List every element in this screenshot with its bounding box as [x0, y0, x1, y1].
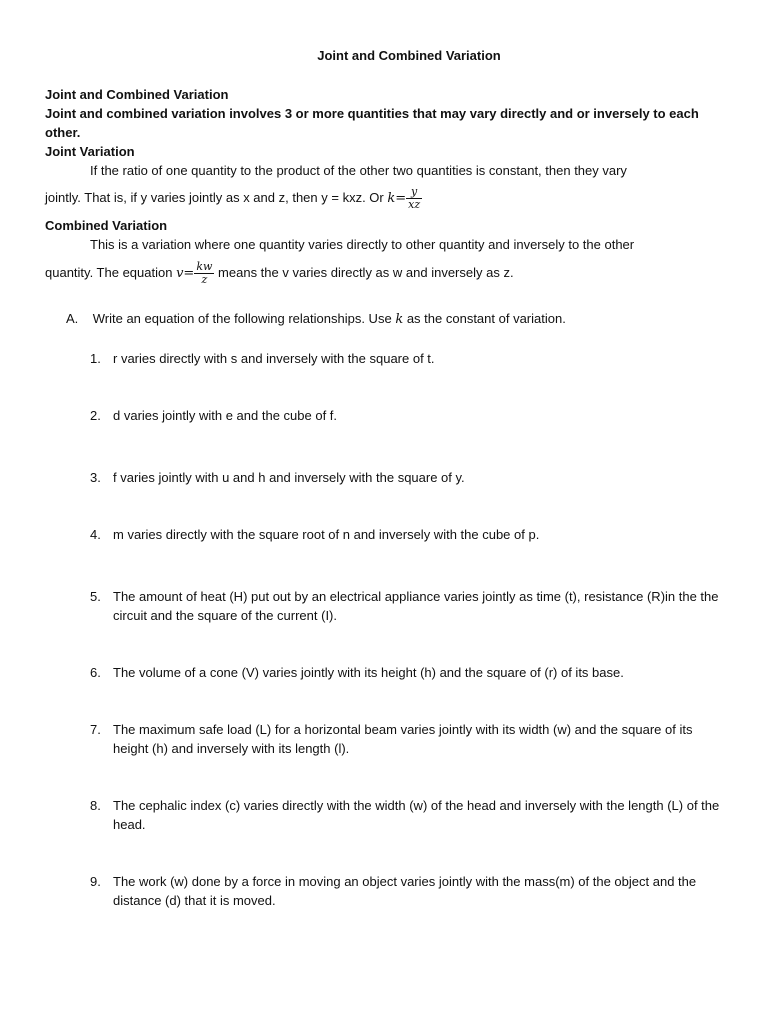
joint-variation-heading: Joint Variation: [45, 144, 135, 159]
intro-line-1: Joint and combined variation involves 3 or more quantities that may vary directly and or inversely to each: [45, 106, 699, 121]
section-a-instruction: [66, 311, 566, 327]
item-text: The volume of a cone (V) varies jointly with its height (h) and the square of (r) of its base.: [113, 665, 624, 680]
joint-fraction-denominator: xz: [408, 198, 421, 211]
section-a-text: Write an equation of the following relationships. Use: [92, 311, 392, 326]
joint-line-2-text: jointly. That is, if y varies jointly as x and z, then y = kxz. Or: [45, 189, 384, 205]
section-a-label: A.: [66, 311, 79, 326]
combined-fraction-numerator: kw: [196, 260, 213, 273]
combined-equation-lhs: v=: [176, 265, 195, 281]
joint-fraction-numerator: y: [406, 186, 422, 199]
item-number: 6.: [90, 665, 101, 680]
combined-line-2: [45, 261, 514, 286]
item-text: The maximum safe load (L) for a horizontal beam varies jointly with its width (w) and the square of its height (h) and inversely with its length (l).: [113, 722, 693, 756]
combined-variation-heading: Combined Variation: [45, 218, 168, 233]
joint-equation-lhs: k=: [387, 190, 407, 206]
item-number: 4.: [90, 527, 101, 542]
item-number: 1.: [90, 351, 101, 366]
item-text: m varies directly with the square root of n and inversely with the cube of p.: [113, 527, 540, 542]
item-text: d varies jointly with e and the cube of f.: [113, 408, 338, 423]
item-text: The cephalic index (c) varies directly with the width (w) of the head and inversely with the length (L) of the head.: [113, 798, 720, 832]
item-number: 7.: [90, 722, 101, 737]
combined-line-1: This is a variation where one quantity varies directly to other quantity and inversely to the other: [90, 237, 635, 252]
item-number: 3.: [90, 470, 101, 485]
intro-line-2: other.: [45, 125, 81, 140]
item-number: 2.: [90, 408, 101, 423]
joint-equation-fraction: [406, 186, 422, 211]
combined-line-2-text: quantity. The equation: [45, 264, 173, 280]
item-text: f varies jointly with u and h and inversely with the square of y.: [113, 470, 465, 485]
joint-line-1: If the ratio of one quantity to the product of the other two quantities is constant, then they vary: [90, 163, 627, 178]
item-text: r varies directly with s and inversely with the square of t.: [113, 351, 435, 366]
item-number: 5.: [90, 589, 101, 604]
item-number: 9.: [90, 874, 101, 889]
page-title: Joint and Combined Variation: [317, 48, 501, 63]
joint-line-2: [45, 186, 422, 211]
section-a-text-post: as the constant of variation.: [406, 311, 566, 326]
item-number: 8.: [90, 798, 101, 813]
item-text: The amount of heat (H) put out by an electrical appliance varies jointly as time (t), resistance (R)in the the circuit and the square of the current (I).: [113, 589, 719, 623]
section-a-k: k: [395, 312, 404, 327]
combined-fraction-denominator: z: [201, 273, 208, 286]
combined-equation-fraction: [194, 261, 214, 286]
item-text: The work (w) done by a force in moving an object varies jointly with the mass(m) of the object and the distance (d) that it is moved.: [113, 874, 697, 908]
section-heading: Joint and Combined Variation: [45, 87, 229, 102]
combined-line-2-post: means the v varies directly as w and inversely as z.: [218, 264, 514, 280]
